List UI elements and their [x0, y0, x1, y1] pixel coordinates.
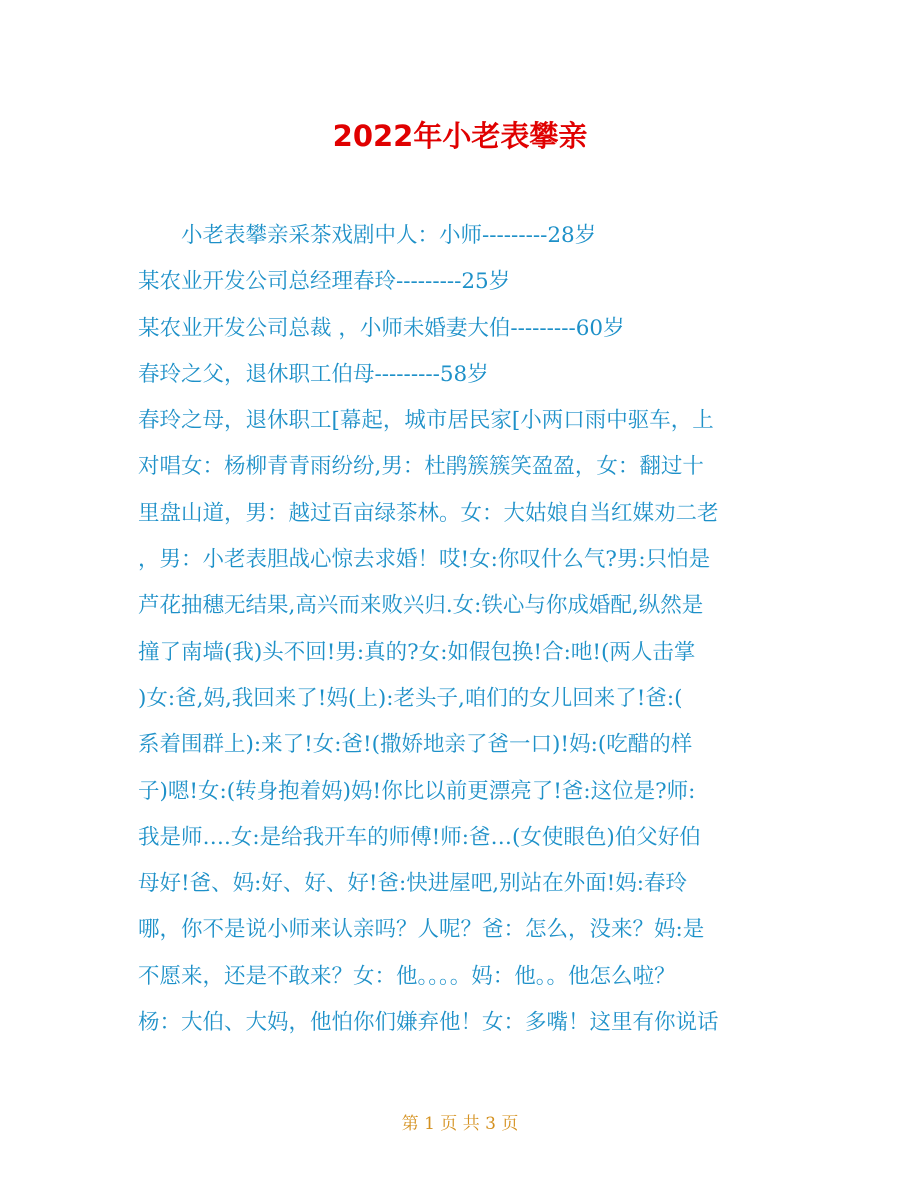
body-line: 春玲之父，退休职工伯母---------58岁 [138, 361, 489, 387]
body-line: 杨：大伯、大妈，他怕你们嫌弃他！女：多嘴！这里有你说话 [138, 1010, 719, 1036]
page-number-footer: 第 1 页 共 3 页 [401, 1114, 519, 1134]
body-line: 芦花抽穗无结果,高兴而来败兴归.女:铁心与你成婚配,纵然是 [138, 593, 704, 619]
body-line: ，男：小老表胆战心惊去求婚！哎!女:你叹什么气?男:只怕是 [138, 547, 711, 573]
body-line: 对唱女：杨柳青青雨纷纷,男：杜鹃簇簇笑盈盈，女：翻过十 [138, 454, 704, 480]
document-title: 2022年小老表攀亲 [332, 119, 588, 153]
body-line: 我是师….女:是给我开车的师傅!师:爸…(女使眼色)伯父好伯 [138, 824, 701, 850]
body-line: 里盘山道，男：越过百亩绿茶林。女：大姑娘自当红媒劝二老 [138, 500, 719, 526]
body-line: 某农业开发公司总裁 ，小师未婚妻大伯---------60岁 [138, 315, 625, 341]
body-line: 母好!爸、妈:好、好、好!爸:快进屋吧,别站在外面!妈:春玲 [138, 871, 687, 897]
body-line: 哪，你不是说小师来认亲吗？人呢？爸：怎么，没来？妈:是 [138, 917, 705, 943]
document-body [138, 213, 788, 1046]
body-line: 子)嗯!女:(转身抱着妈)妈!你比以前更漂亮了!爸:这位是?师: [138, 778, 696, 804]
body-line: 小老表攀亲采茶戏剧中人：小师---------28岁 [181, 223, 597, 248]
body-line: 不愿来，还是不敢来？女：他。。。。妈：他。。他怎么啦？ [138, 963, 676, 989]
body-line: 某农业开发公司总经理春玲---------25岁 [138, 269, 511, 295]
body-line: 系着围群上):来了!女:爸!(撒娇地亲了爸一口)!妈:(吃醋的样 [138, 732, 693, 758]
body-line: 撞了南墙(我)头不回!男:真的?女:如假包换!合:吔!(两人击掌 [138, 639, 696, 665]
body-line: )女:爸,妈,我回来了!妈(上):老头子,咱们的女儿回来了!爸:( [138, 685, 683, 711]
body-line: 春玲之母，退休职工[幕起，城市居民家[小两口雨中驱车，上 [138, 408, 714, 434]
